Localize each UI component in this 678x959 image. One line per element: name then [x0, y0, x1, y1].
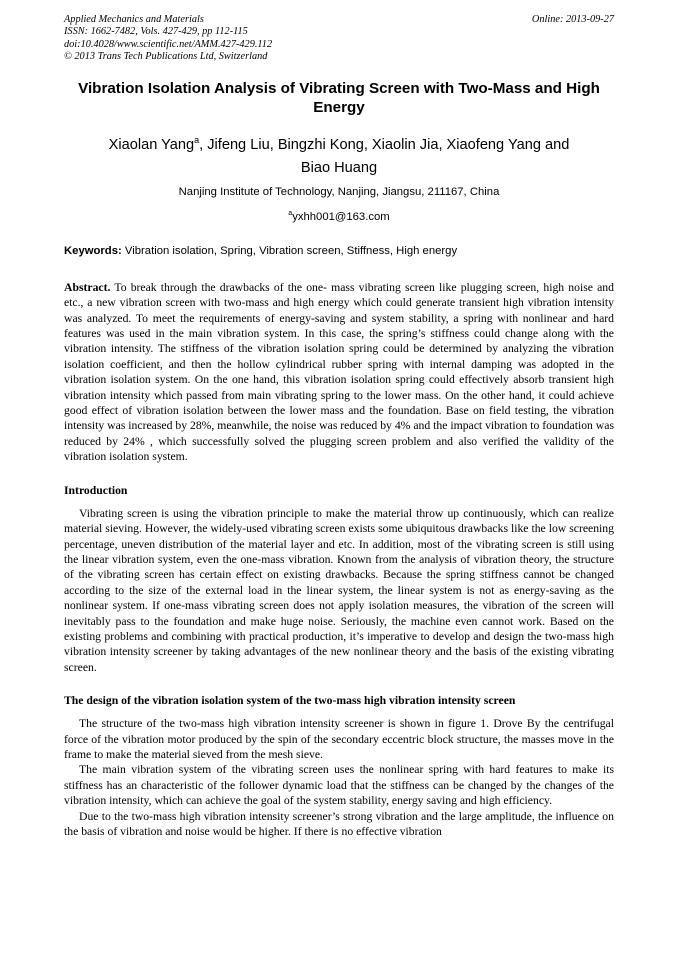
design-paragraph-3: Due to the two-mass high vibration intensity screener’s strong vibration and the large amplitude, the influence on the basis of vibration and noise would be higher. If there is no effective vibration	[64, 809, 614, 838]
design-paragraph-2: The main vibration system of the vibrating screen uses the nonlinear spring with hard features to make its stiffness has an characteristic of the follower dynamic load that the stiffness can be changed by the changes of the vibration intensity, which can achieve the goal of the system stability, energy saving and high efficiency.	[64, 763, 614, 808]
design-paragraph-1: The structure of the two-mass high vibration intensity screener is shown in figure 1. Drove By the centrifugal force of the vibration motor produced by the spin of the secondary eccentric block structure, the masses move in the frame to make the material sieved from the mesh sieve.	[64, 717, 614, 761]
doi-line: doi:10.4028/www.scientific.net/AMM.427-429.112	[64, 38, 273, 50]
keywords-label: Keywords:	[64, 244, 122, 257]
introduction-heading: Introduction	[64, 483, 128, 497]
author-superscript: a	[194, 135, 200, 146]
paper-page	[64, 14, 614, 839]
online-date: Online: 2013-09-27	[531, 14, 614, 25]
design-heading: The design of the vibration isolation system of the two-mass high vibration intensity screen	[64, 694, 516, 708]
keywords	[64, 244, 614, 259]
journal-name: Applied Mechanics and Materials	[64, 14, 204, 25]
email-superscript: a	[288, 210, 293, 218]
copyright-line: © 2013 Trans Tech Publications Ltd, Switzerland	[64, 50, 268, 62]
issn-line: ISSN: 1662-7482, Vols. 427-429, pp 112-115	[64, 26, 248, 38]
author-email	[64, 206, 614, 225]
email-address: yxhh001@163.com	[292, 210, 390, 223]
author-list	[64, 129, 614, 180]
affiliation: Nanjing Institute of Technology, Nanjing, Jiangsu, 211167, China	[178, 186, 500, 199]
abstract-label: Abstract.	[64, 280, 111, 294]
first-author: Xiaolan Yang	[108, 137, 195, 154]
introduction-paragraph: Vibrating screen is using the vibration principle to make the material throw up continuously, which can realize material sieving. However, the widely-used vibrating screen exists some ubiquitous drawbacks like the low screening percentage, uneven distribution of the material layer and etc. In addition, most of the vibrating screen is still using the linear vibration system, even the one-mass vibration. Known from the analysis of vibration theory, the structure of the vibrating screen has certain effect on existing drawbacks. Because the spring stiffness cannot be changed according to the size of the external load in the linear system, the linear system is not as energy-saving as the nonlinear system. If one-mass vibrating screen does not apply isolation measures, the vibration of the screen will inevitably pass to the foundation and make huge noise. Seriously, the machine even cannot work. Based on the existing problems and combining with practical production, it’s imperative to develop and design the two-mass high vibration intensity screener by taking advantages of the new nonlinear theory and the basis of the existing vibrating screen.	[64, 506, 614, 674]
abstract-text: To break through the drawbacks of the one- mass vibrating screen like plugging screen, high noise and etc., a new vibration screen with two-mass and high energy which could generate transient high vibration intensity was analyzed. To meet the requirements of energy-saving and system stability, a spring with nonlinear and hard features was used in the main vibration system. In this case, the spring’s stiffness could change along with the vibration intensity. The stiffness of the vibration isolation spring could be determined by analyzing the vibration isolation coefficient, and then the hollow cylindrical rubber spring with internal damping was adopted in the vibration isolation system. On the one hand, this vibration isolation spring could effectively absorb transient high vibration intensity which passed from main vibrating spring to the lower mass. On the other hand, it could achieve good effect of vibration isolation between the lower mass and the foundation. Base on field testing, the vibration intensity was increased by 28%, meanwhile, the noise was reduced by 4% and the impact vibration to foundation was reduced by 24% , which successfully solved the plugging screen problem and also verified the validity of the vibration isolation system.	[64, 280, 614, 464]
other-authors: , Jifeng Liu, Bingzhi Kong, Xiaolin Jia, Xiaofeng Yang and Biao Huang	[199, 137, 570, 177]
paper-title: Vibration Isolation Analysis of Vibrating Screen with Two-Mass and High Energy	[78, 80, 600, 117]
keywords-text: Vibration isolation, Spring, Vibration screen, Stiffness, High energy	[121, 244, 458, 257]
abstract	[64, 280, 614, 465]
journal-header	[64, 14, 614, 63]
